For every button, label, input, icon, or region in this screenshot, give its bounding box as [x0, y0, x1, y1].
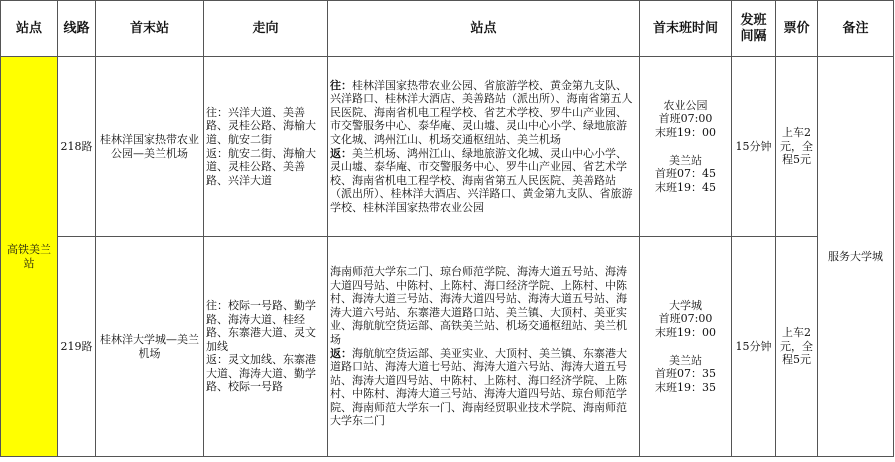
header-interval-text: 发班间隔 [740, 12, 767, 44]
route-direction-218 [204, 57, 328, 237]
direction-back-219: 返：灵文加线、东寨港大道、海涛大道、勤学路、校际一号路 [206, 353, 316, 394]
stops-out-218 [330, 79, 637, 147]
route-times-219 [640, 237, 732, 457]
header-interval [732, 1, 776, 57]
stops-out-text-219: 海南师范大学东二门、琼台师范学院、海涛大道五号站、海涛大道四号站、中陈村、上陈村、海口经济学院、上陈村、中陈村、海涛大道三号站、海涛大道四号站、海涛大道五号站、海涛大道六号站、东寨港大道路口站、美兰镇、大顶村、美亚实业、海航航空货运部、高铁美兰站、机场交通枢纽站、美兰机场 [330, 264, 627, 346]
fare-text-219: 上车2元，全程5元 [780, 326, 813, 367]
direction-out-219: 往：校际一号路、勤学路、海涛大道、桂经路、东寨港大道、灵文加线 [206, 298, 316, 353]
second-terminal-end-218: 末班19：45 [655, 180, 716, 194]
stops-back-text-218: 美兰机场、鸿州江山、绿地旅游文化城、灵山中心小学、灵山墟、泰华庵、市交警服务中心、罗牛山产业园、省艺术学校、海南省机电工程学校、海南省第五人民医院、美善路站（派出所）、桂林洋大酒店、兴洋路口、黄金第九支队、省旅游学校、桂林洋国家热带农业公园 [330, 146, 633, 214]
station-cell [1, 57, 58, 457]
header-station: 站点 [1, 1, 58, 57]
direction-back-218: 返：航安二街、海榆大道、灵桂公路、美善路、兴洋大道 [206, 146, 316, 187]
route-interval-218: 15分钟 [732, 57, 776, 237]
remark-text: 服务大学城 [828, 249, 883, 263]
station-name: 高铁美兰站 [7, 242, 51, 270]
stops-back-218 [330, 147, 637, 215]
header-terminals: 首末站 [96, 1, 204, 57]
route-stops-218 [328, 57, 640, 237]
header-fare: 票价 [776, 1, 818, 57]
route-fare-219 [776, 237, 818, 457]
stops-back-label-218: 返： [330, 146, 352, 160]
route-times-218 [640, 57, 732, 237]
first-terminal-end-219: 末班19：00 [655, 325, 716, 339]
route-direction-219 [204, 237, 328, 457]
first-terminal-end-218: 末班19：00 [655, 125, 716, 139]
header-route: 线路 [58, 1, 96, 57]
header-remarks: 备注 [818, 1, 894, 57]
second-terminal-219: 美兰站 [669, 353, 702, 367]
stops-back-219 [330, 347, 637, 429]
stops-back-label-219: 返： [330, 346, 352, 360]
first-terminal-218: 农业公园 [663, 98, 708, 112]
stops-out-text-218: 桂林洋国家热带农业公园、省旅游学校、黄金第九支队、兴洋路口、桂林洋大酒店、美善路站（派出所）、海南省第五人民医院、海南省机电工程学校、省艺术学校、罗牛山产业园、市交警服务中心、泰华庵、灵山墟、灵山中心小学、绿地旅游文化城、鸿州江山、机场交通枢纽站、美兰机场 [330, 78, 633, 146]
table-row-route-218 [1, 57, 894, 237]
first-terminal-start-219: 首班07:00 [658, 312, 713, 326]
header-direction: 走向 [204, 1, 328, 57]
stops-out-219 [330, 265, 637, 347]
stops-back-text-219: 海航航空货运部、美亚实业、大顶村、美兰镇、东寨港大道路口站、海涛大道七号站、海涛大道六号站、海涛大道五号站、海涛大道四号站、中陈村、上陈村、海口经济学院、上陈村、中陈村、海涛大道三号站、海涛大道四号站、琼台师范学院、海南师范大学东一门、海南经贸职业技术学院、海南师范大学东二门 [330, 346, 627, 428]
second-terminal-start-219: 首班07：35 [655, 367, 716, 381]
second-terminal-end-219: 末班19：35 [655, 380, 716, 394]
direction-out-218: 往：兴洋大道、美善路、灵桂公路、海榆大道、航安二街 [206, 105, 316, 146]
route-number-218: 218路 [58, 57, 96, 237]
route-interval-219: 15分钟 [732, 237, 776, 457]
table-row-route-219 [1, 237, 894, 457]
route-terminals-219: 桂林洋大学城—美兰机场 [96, 237, 204, 457]
remark-cell [818, 57, 894, 457]
stops-out-label-218: 往： [330, 78, 352, 92]
route-terminals-218: 桂林洋国家热带农业公园—美兰机场 [96, 57, 204, 237]
header-stops: 站点 [328, 1, 640, 57]
route-stops-219 [328, 237, 640, 457]
route-number-219: 219路 [58, 237, 96, 457]
second-terminal-218: 美兰站 [669, 153, 702, 167]
first-terminal-start-218: 首班07:00 [658, 112, 713, 126]
fare-text-218: 上车2元，全程5元 [780, 126, 813, 167]
second-terminal-start-218: 首班07：45 [655, 167, 716, 181]
first-terminal-219: 大学城 [669, 298, 702, 312]
header-times: 首末班时间 [640, 1, 732, 57]
route-fare-218 [776, 57, 818, 237]
header-row [1, 1, 894, 57]
